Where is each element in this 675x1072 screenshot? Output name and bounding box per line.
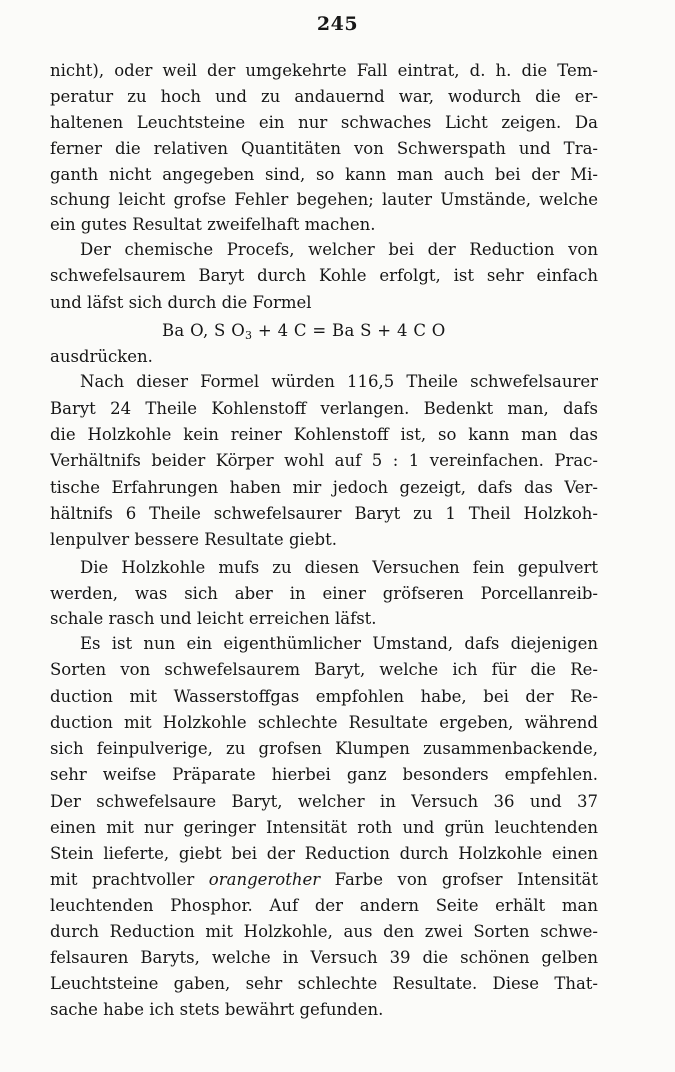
paragraph-start: Es ist nun ein eigenthümlicher Umstand, dafs diejenigen	[80, 634, 598, 653]
text-line: sich feinpulverige, zu grofsen Klumpen zusammenbackende,	[50, 739, 598, 758]
text-fragment: Farbe von grofser Intensität	[320, 870, 598, 889]
text-line: ganth nicht angegeben sind, so kann man auch bei der Mi-	[50, 165, 598, 184]
paragraph-start: Der chemische Procefs, welcher bei der Reduction von	[80, 240, 598, 259]
text-line: duction mit Wasserstoffgas empfohlen habe, bei der Re-	[50, 687, 598, 706]
text-line: ferner die relativen Quantitäten von Schwerspath und Tra-	[50, 139, 598, 158]
text-line: nicht), oder weil der umgekehrte Fall eintrat, d. h. die Tem-	[50, 61, 598, 80]
text-line: Stein lieferte, giebt bei der Reduction durch Holzkohle einen	[50, 844, 598, 863]
text-line: hältnifs 6 Theile schwefelsaurer Baryt zu 1 Theil Holzkoh-	[50, 504, 598, 523]
text-line: schale rasch und leicht erreichen läfst.	[50, 609, 377, 628]
text-fragment: mit prachtvoller	[50, 870, 209, 889]
formula-reactant: Ba O, S O	[162, 321, 246, 340]
text-line: schwefelsaurem Baryt durch Kohle erfolgt, ist sehr einfach	[50, 266, 598, 285]
text-line: Baryt 24 Theile Kohlenstoff verlangen. Bedenkt man, dafs	[50, 399, 598, 418]
text-line: Leuchtsteine gaben, sehr schlechte Resultate. Diese That-	[50, 974, 598, 993]
text-line: Sorten von schwefelsaurem Baryt, welche ich für die Re-	[50, 660, 598, 679]
text-line: leuchtenden Phosphor. Auf der andern Seite erhält man	[50, 896, 598, 915]
text-line: ein gutes Resultat zweifelhaft machen.	[50, 215, 376, 234]
paragraph-start: Nach dieser Formel würden 116,5 Theile schwefelsaurer	[80, 372, 598, 391]
text-line: lenpulver bessere Resultate giebt.	[50, 530, 337, 549]
text-line: durch Reduction mit Holzkohle, aus den zwei Sorten schwe-	[50, 922, 598, 941]
text-line: duction mit Holzkohle schlechte Resultate ergeben, während	[50, 713, 598, 732]
text-line: Verhältnifs beider Körper wohl auf 5 : 1 vereinfachen. Prac-	[50, 451, 598, 470]
text-line: ausdrücken.	[50, 347, 153, 366]
chemical-formula	[162, 318, 446, 344]
text-line: und läfst sich durch die Formel	[50, 293, 312, 312]
formula-subscript: 3	[245, 329, 253, 342]
page-number: 245	[316, 13, 359, 35]
text-line: sehr weifse Präparate hierbei ganz besonders empfehlen.	[50, 765, 598, 784]
paragraph-start: Die Holzkohle mufs zu diesen Versuchen fein gepulvert	[80, 558, 598, 577]
text-line: schung leicht grofse Fehler begehen; lauter Umstände, welche	[50, 190, 598, 209]
text-line: peratur zu hoch und zu andauernd war, wodurch die er-	[50, 87, 598, 106]
text-line: die Holzkohle kein reiner Kohlenstoff ist, so kann man das	[50, 425, 598, 444]
italic-word: orangerother	[208, 870, 321, 889]
text-line: einen mit nur geringer Intensität roth und grün leuchtenden	[50, 818, 598, 837]
text-line: tische Erfahrungen haben mir jedoch gezeigt, dafs das Ver-	[50, 478, 598, 497]
formula-rest: + 4 C = Ba S + 4 C O	[252, 321, 446, 340]
text-line-with-italic	[50, 867, 598, 893]
text-line: Der schwefelsaure Baryt, welcher in Versuch 36 und 37	[50, 792, 598, 811]
text-line: haltenen Leuchtsteine ein nur schwaches Licht zeigen. Da	[50, 113, 598, 132]
text-line: felsauren Baryts, welche in Versuch 39 die schönen gelben	[50, 948, 598, 967]
text-line: sache habe ich stets bewährt gefunden.	[50, 1000, 384, 1019]
text-line: werden, was sich aber in einer gröfseren Porcellanreib-	[50, 584, 598, 603]
